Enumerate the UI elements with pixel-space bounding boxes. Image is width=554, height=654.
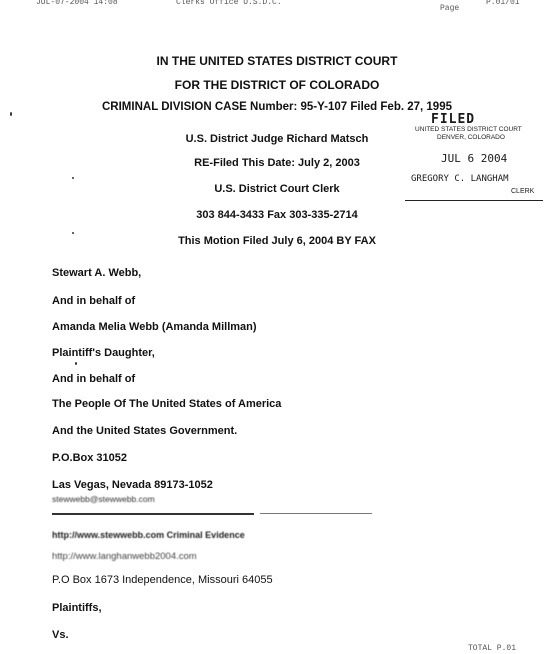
stamp-date-text: JUL 6 2004 [441,152,508,165]
redaction-bar-1 [52,513,254,515]
case-number-line: CRIMINAL DIVISION CASE Number: 95-Y-107 Filed Feb. 27, 1995 [102,101,452,113]
scan-speck [72,177,74,179]
website-evidence-line: http://www.stewwebb.com Criminal Evidence [52,530,245,540]
court-title: IN THE UNITED STATES DISTRICT COURT [156,54,398,68]
fax-date-time: JUL-07-2004 14:08 [36,0,118,7]
email-line: stewwebb@stewwebb.com [52,494,155,504]
stamp-clerk-name: GREGORY C. LANGHAM [411,174,509,184]
versus-label: Vs. [52,629,69,641]
address-city: Las Vegas, Nevada 89173-1052 [52,479,213,491]
scan-speck [72,232,74,234]
stamp-rule [405,200,543,201]
party-stewart-webb: Stewart A. Webb, [52,267,142,279]
scan-speck [75,362,77,365]
stamp-filed-text: FILED [431,112,476,127]
phone-line: 303 844-3433 Fax 303-335-2714 [196,209,358,221]
stamp-court-text: UNITED STATES DISTRICT COURT [415,126,522,133]
address-po-box: P.O.Box 31052 [52,452,128,464]
clerk-line: U.S. District Court Clerk [214,183,340,195]
fax-page-label: Page [440,4,460,13]
party-people: The People Of The United States of America [52,398,282,410]
judge-line: U.S. District Judge Richard Matsch [185,133,369,145]
stamp-clerk-title: CLERK [511,188,535,195]
party-behalf-1: And in behalf of [52,295,136,307]
address-independence: P.O Box 1673 Independence, Missouri 64055 [52,574,273,586]
redaction-bar-2 [260,513,372,514]
party-amanda-webb: Amanda Melia Webb (Amanda Millman) [52,321,257,333]
plaintiffs-label: Plaintiffs, [52,602,102,614]
district-title: FOR THE DISTRICT OF COLORADO [174,78,380,92]
party-behalf-2: And in behalf of [52,373,136,385]
fax-page-number: P.01/01 [486,0,520,7]
stamp-state-text: DENVER, COLORADO [437,134,505,141]
party-government: And the United States Government. [52,425,238,437]
scan-speck [10,112,12,116]
refiled-line: RE-Filed This Date: July 2, 2003 [194,157,360,169]
party-daughter: Plaintiff's Daughter, [52,347,155,359]
total-pages: TOTAL P.01 [468,644,517,653]
fax-sender: Clerks Office U.S.D.C. [176,0,282,7]
filed-stamp [405,108,545,208]
motion-line: This Motion Filed July 6, 2004 BY FAX [178,235,376,247]
website-langhan-line: http://www.langhanwebb2004.com [52,551,197,562]
